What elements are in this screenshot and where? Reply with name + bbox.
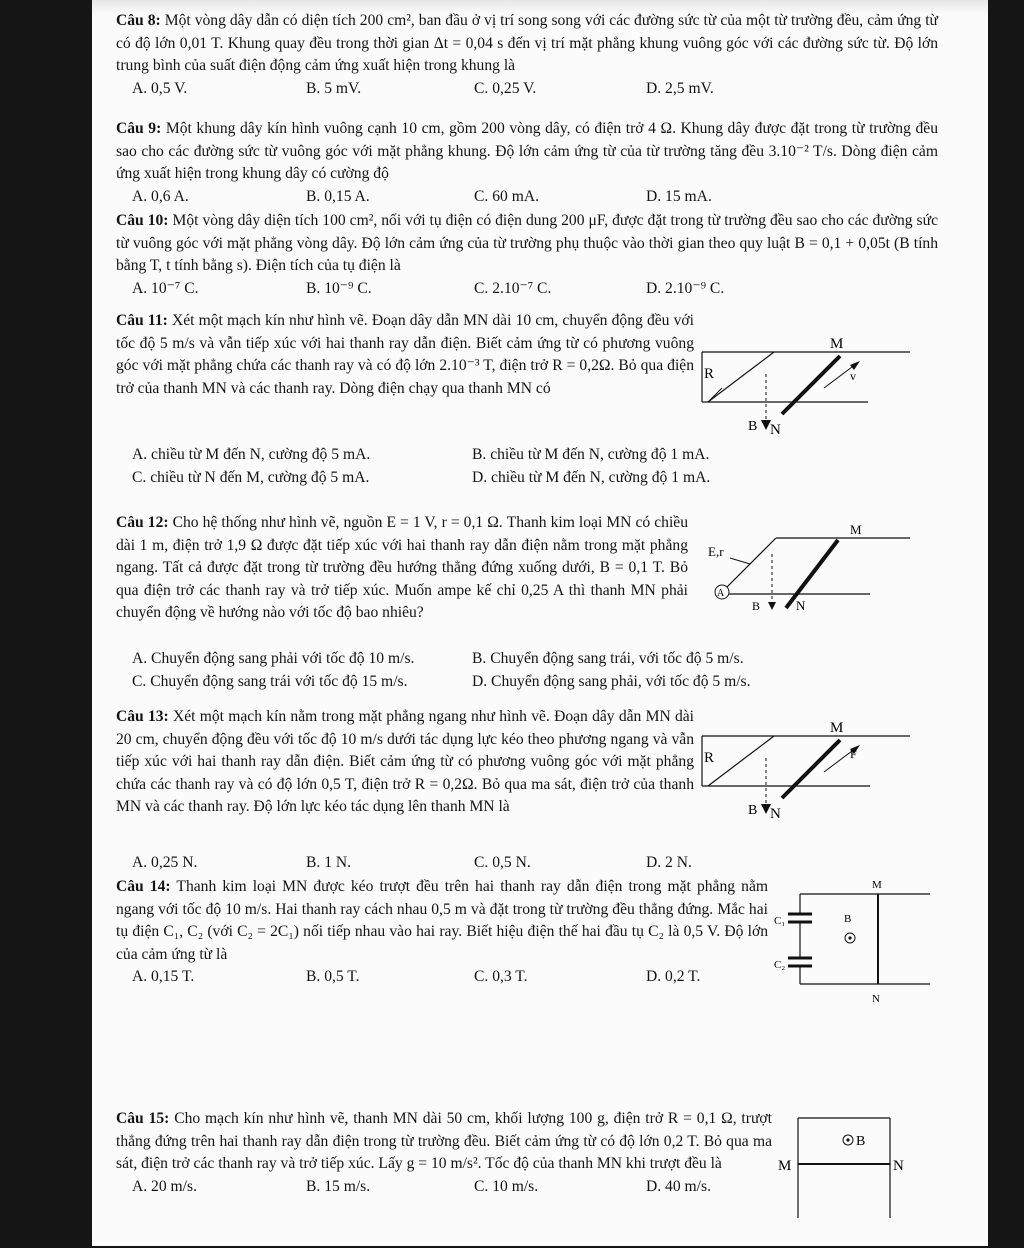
question-text: Một vòng dây diện tích 100 cm², nối với tụ điện có điện dung 200 μF, được đặt trong từ trường đều sao cho các đường sức từ vuông góc với mặt phẳng vòng dây. Độ lớn cảm ứng của từ trường phụ thuộc vào thời gian theo quy luật B = 0,1 + 0,05t (B tính bằng T, t tính bằng s). Điện tích của tụ điện là xyxy=(116,212,938,275)
label-n: N xyxy=(872,993,880,1005)
label-n: N xyxy=(893,1158,904,1174)
figure-q15 xyxy=(776,1110,906,1220)
question-label: Câu 11: xyxy=(116,312,168,329)
option-a[interactable]: A. Chuyển động sang phải với tốc độ 10 m/s. xyxy=(132,650,415,667)
label-v: v xyxy=(850,369,856,383)
option-b[interactable]: B. chiều từ M đến N, cường độ 1 mA. xyxy=(472,446,710,463)
rails-diagram xyxy=(700,518,920,630)
option-a[interactable]: A. chiều từ M đến N, cường độ 5 mA. xyxy=(132,446,371,463)
label-m: M xyxy=(872,879,882,891)
label-m: M xyxy=(830,720,844,736)
capacitor-rails-diagram xyxy=(772,870,932,1010)
option-a[interactable]: A. 0,5 V. xyxy=(132,79,188,97)
label-r: R xyxy=(704,750,715,766)
option-c[interactable]: C. 60 mA. xyxy=(474,187,539,205)
answer-options xyxy=(116,467,756,490)
option-c[interactable]: C. 0,25 V. xyxy=(474,79,537,97)
label-b: B xyxy=(748,803,758,818)
figure-q12 xyxy=(700,518,920,630)
question-text: Cho mạch kín như hình vẽ, thanh MN dài 50 cm, khối lượng 100 g, điện trở R = 0,1 Ω, trượt thẳng đứng trên hai thanh ray dẫn điện trong từ trường đều. Biết cảm ứng từ có độ lớn 0,2 T. Bỏ qua ma sát, điện trở các thanh ray và trở tiếp xúc. Lấy g = 10 m/s². Tốc độ của thanh MN khi trượt đều là xyxy=(116,1110,772,1173)
option-d[interactable]: D. 2 N. xyxy=(646,854,692,871)
option-d[interactable]: D. 0,2 T. xyxy=(646,968,701,986)
question-label: Câu 15: xyxy=(116,1110,170,1127)
label-b: B xyxy=(748,419,758,434)
option-d[interactable]: D. 40 m/s. xyxy=(646,1177,711,1195)
label-m: M xyxy=(850,522,862,537)
option-a[interactable]: A. 0,6 A. xyxy=(132,187,189,205)
option-a[interactable]: A. 10⁻⁷ C. xyxy=(132,279,199,297)
label-n: N xyxy=(796,598,806,613)
question-label: Câu 10: xyxy=(116,212,169,229)
answer-options xyxy=(116,671,816,694)
rails-diagram xyxy=(700,714,920,830)
option-a[interactable]: A. 0,15 T. xyxy=(132,968,195,986)
option-b[interactable]: B. 1 N. xyxy=(306,854,352,871)
question-11-options xyxy=(116,444,756,489)
question-10 xyxy=(116,210,938,300)
option-d[interactable]: D. 2.10⁻⁹ C. xyxy=(646,279,725,297)
vertical-rails-diagram xyxy=(776,1110,906,1220)
option-d[interactable]: D. Chuyển động sang phải, với tốc độ 5 m/s. xyxy=(472,672,751,690)
rails-diagram xyxy=(700,330,920,446)
question-label: Câu 14: xyxy=(116,878,171,895)
option-a[interactable]: A. 0,25 N. xyxy=(132,854,198,871)
label-n: N xyxy=(770,806,781,822)
label-f: F xyxy=(850,747,857,761)
question-label: Câu 8: xyxy=(116,12,161,29)
option-d[interactable]: D. 2,5 mV. xyxy=(646,79,714,97)
label-b: B xyxy=(844,913,852,925)
option-a[interactable]: A. 20 m/s. xyxy=(132,1177,197,1195)
answer-options xyxy=(116,648,816,671)
question-text: Thanh kim loại MN được kéo trượt đều trên hai thanh ray dẫn điện trong mặt phẳng nằm ngang với tốc độ 10 m/s. Hai thanh ray cách nhau 0,5 m và đặt trong từ trường đều thẳng đứng. Mắc hai tụ điện C₁, C₂ (với C₂ = 2C₁) nối tiếp nhau vào hai ray. Biết hiệu điện thế hai đầu tụ C₂ là 0,5 V. Độ lớn của cảm ứng từ là xyxy=(116,878,768,963)
question-label: Câu 13: xyxy=(116,708,169,725)
label-n: N xyxy=(770,422,781,438)
figure-q11 xyxy=(700,330,920,446)
option-c[interactable]: C. Chuyển động sang trái với tốc độ 15 m/s. xyxy=(132,672,408,690)
figure-q14 xyxy=(772,870,932,1010)
option-d[interactable]: D. 15 mA. xyxy=(646,187,712,205)
option-b[interactable]: B. Chuyển động sang trái, với tốc độ 5 m/s. xyxy=(472,650,744,667)
option-c[interactable]: C. 2.10⁻⁷ C. xyxy=(474,279,552,297)
question-11 xyxy=(116,310,694,400)
label-c1: C₁ xyxy=(774,915,786,927)
answer-options xyxy=(116,444,756,467)
answer-options xyxy=(116,278,938,301)
answer-options xyxy=(116,78,938,101)
question-15 xyxy=(116,1108,772,1198)
question-text: Xét một mạch kín nằm trong mặt phẳng ngang như hình vẽ. Đoạn dây dẫn MN dài 20 cm, chuyển động đều với tốc độ 10 m/s dưới tác dụng lực kéo theo phương ngang và vẫn tiếp xúc với hai thanh ray dẫn điện. Biết cảm ứng từ có phương vuông góc với mặt phẳng chứa các thanh ray và có độ lớn 0,5 T, điện trở R = 0,2Ω. Bỏ qua ma sát, điện trở của thanh MN và các thanh ray. Độ lớn lực kéo tác dụng lên thanh MN là xyxy=(116,708,694,816)
question-12 xyxy=(116,512,688,625)
option-b[interactable]: B. 0,5 T. xyxy=(306,968,360,986)
question-text: Xét một mạch kín như hình vẽ. Đoạn dây dẫn MN dài 10 cm, chuyển động đều với tốc độ 5 m/s và vẫn tiếp xúc với hai thanh ray dẫn điện. Biết cảm ứng từ có phương vuông góc với mặt phẳng chứa các thanh ray và có độ lớn 2.10⁻³ T, điện trở R = 0,2Ω. Bỏ qua điện trở của thanh MN và các thanh ray. Dòng điện chạy qua thanh MN có xyxy=(116,312,694,397)
question-text: Một khung dây kín hình vuông cạnh 10 cm, gồm 200 vòng dây, có điện trở 4 Ω. Khung dây được đặt trong từ trường đều sao cho các đường sức từ vuông góc với mặt phẳng khung. Độ lớn cảm ứng từ của từ trường tăng đều 3.10⁻² T/s. Dòng điện cảm ứng xuất hiện trong khung dây có cường độ xyxy=(116,120,938,183)
label-r: R xyxy=(704,366,715,382)
label-m: M xyxy=(830,336,844,352)
answer-options xyxy=(116,1176,772,1199)
question-label: Câu 9: xyxy=(116,120,162,137)
option-b[interactable]: B. 5 mV. xyxy=(306,79,362,97)
option-c[interactable]: C. 10 m/s. xyxy=(474,1177,539,1195)
question-text: Một vòng dây dẫn có diện tích 200 cm², ban đầu ở vị trí song song với các đường sức từ của một từ trường đều, cảm ứng từ có độ lớn 0,01 T. Khung quay đều trong thời gian Δt = 0,04 s đến vị trí mặt phẳng khung vuông góc với các đường sức từ. Độ lớn trung bình của suất điện động cảm ứng xuất hiện trong khung là xyxy=(116,12,938,75)
question-9 xyxy=(116,118,938,208)
question-label: Câu 12: xyxy=(116,514,169,531)
option-c[interactable]: C. 0,5 N. xyxy=(474,854,531,871)
ammeter-label: A xyxy=(717,588,725,599)
question-14 xyxy=(116,876,768,989)
option-d[interactable]: D. chiều từ M đến N, cường độ 1 mA. xyxy=(472,468,711,486)
option-c[interactable]: C. chiều từ N đến M, cường độ 5 mA. xyxy=(132,468,370,486)
label-b: B xyxy=(752,599,761,613)
question-8 xyxy=(116,10,938,100)
question-text: Cho hệ thống như hình vẽ, nguồn E = 1 V, r = 0,1 Ω. Thanh kim loại MN có chiều dài 1 m, điện trở 1,9 Ω được đặt tiếp xúc với hai thanh ray dẫn điện nằm trong mặt phẳng ngang. Tất cả được đặt trong từ trường đều hướng thẳng đứng xuống dưới, B = 0,1 T. Bỏ qua điện trở các thanh ray và trở tiếp xúc. Muốn ampe kế chỉ 0,25 A thì thanh MN phải chuyển động về hướng nào với tốc độ bao nhiêu? xyxy=(116,514,688,622)
option-c[interactable]: C. 0,3 T. xyxy=(474,968,528,986)
answer-options xyxy=(116,966,768,989)
label-source: E,r xyxy=(708,544,724,559)
option-b[interactable]: B. 15 m/s. xyxy=(306,1177,371,1195)
option-b[interactable]: B. 10⁻⁹ C. xyxy=(306,279,372,297)
answer-options xyxy=(116,186,938,209)
question-12-options xyxy=(116,648,816,693)
figure-q13 xyxy=(700,714,920,830)
label-m: M xyxy=(778,1158,792,1174)
label-c2: C₂ xyxy=(774,959,786,971)
question-13 xyxy=(116,706,694,819)
label-b: B xyxy=(856,1134,866,1149)
option-b[interactable]: B. 0,15 A. xyxy=(306,187,370,205)
